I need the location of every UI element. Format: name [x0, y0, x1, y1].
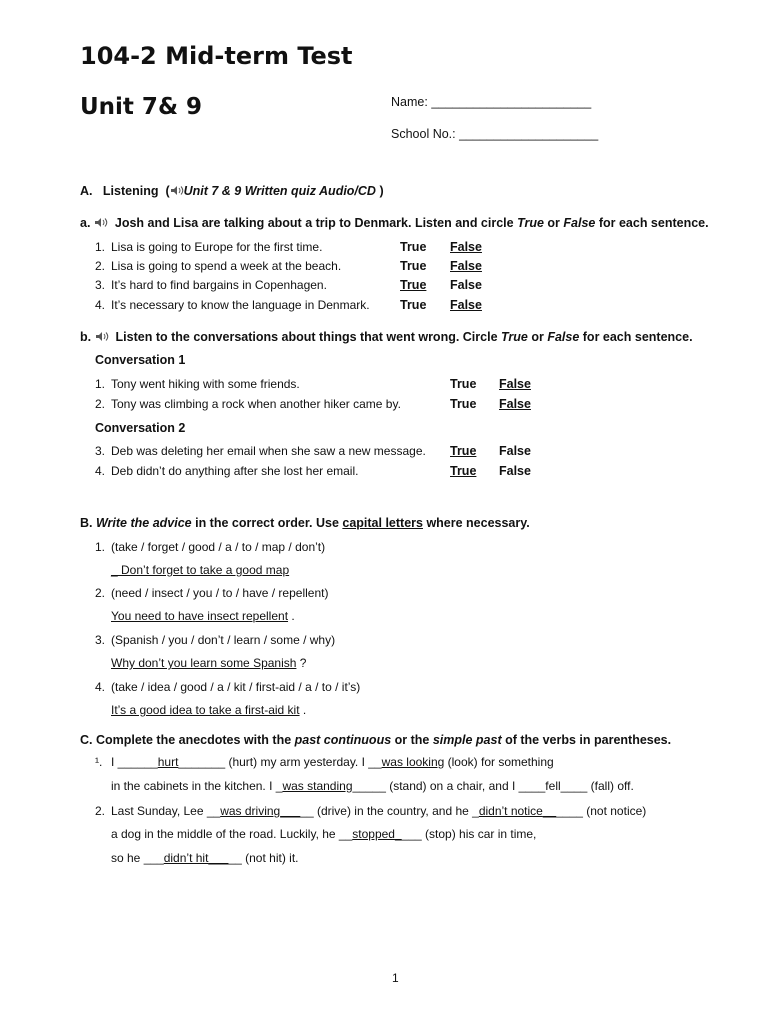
- text: _______ (hurt) my arm yesterday. I __: [178, 755, 382, 769]
- list-item: [95, 397, 401, 411]
- item-prompt: (need / insect / you / to / have / repellent): [111, 586, 329, 600]
- item-number: 4.: [95, 680, 106, 694]
- text: _: [394, 827, 402, 841]
- instruction-text: Complete the anecdotes with the: [95, 733, 295, 747]
- list-item: [95, 444, 426, 458]
- text: __ (not hit) it.: [228, 851, 299, 865]
- part-a-instruction: [80, 216, 709, 230]
- section-a-label: A.: [80, 184, 93, 198]
- answer-text: You need to have insect repellent: [111, 609, 289, 623]
- name-blank: _______________________: [431, 95, 592, 109]
- section-a-title: Listening: [102, 184, 159, 198]
- part-b-instruction: [80, 330, 693, 344]
- item-number: 3.: [95, 444, 106, 458]
- instruction-text: where necessary.: [422, 516, 530, 530]
- answer-text: stopped: [352, 827, 395, 841]
- true-option[interactable]: True: [400, 259, 427, 273]
- answer-text: Why don’t you learn some Spanish: [111, 656, 297, 670]
- text: Last Sunday, Lee __: [111, 804, 221, 818]
- item-number: 2.: [95, 397, 106, 411]
- anecdote-2-line-1: [95, 804, 646, 818]
- item-text: Tony went hiking with some friends.: [111, 377, 300, 391]
- item-text: Deb was deleting her email when she saw a new message.: [111, 444, 426, 458]
- text: (look) for something: [444, 755, 554, 769]
- instruction-text: of the verbs in parentheses.: [501, 733, 672, 747]
- list-item: [95, 540, 325, 554]
- section-c-label: C.: [80, 733, 93, 747]
- answer-text: hurt: [157, 755, 179, 769]
- instruction-text: or the: [391, 733, 433, 747]
- instruction-text: for each sentence.: [595, 216, 709, 230]
- answer-line[interactable]: [111, 656, 306, 670]
- item-number: 4.: [95, 464, 106, 478]
- name-field: [391, 95, 591, 109]
- list-item: [95, 259, 341, 273]
- instruction-true: True: [501, 330, 528, 344]
- false-option[interactable]: False: [450, 298, 482, 312]
- item-text: Lisa is going to Europe for the first time.: [111, 240, 323, 254]
- paren-open: (: [165, 184, 170, 198]
- item-text: It’s necessary to know the language in Denmark.: [111, 298, 370, 312]
- instruction-text: in the correct order. Use: [191, 516, 343, 530]
- item-prompt: (take / forget / good / a / to / map / don’t): [111, 540, 326, 554]
- answer-text: was looking: [381, 755, 445, 769]
- school-no-field: [391, 127, 598, 141]
- true-option[interactable]: True: [450, 377, 477, 391]
- answer-line[interactable]: [111, 563, 289, 577]
- instruction-false: False: [547, 330, 580, 344]
- conversation-1-heading: Conversation 1: [95, 353, 186, 367]
- false-option[interactable]: False: [450, 278, 482, 292]
- instruction-text: Listen to the conversations about things that went wrong. Circle: [115, 330, 501, 344]
- instruction-or: or: [543, 216, 564, 230]
- false-option[interactable]: False: [450, 259, 482, 273]
- school-no-blank: ____________________: [459, 127, 599, 141]
- instruction-text: for each sentence.: [579, 330, 693, 344]
- instruction-or: or: [527, 330, 548, 344]
- page-number: 1: [392, 971, 399, 985]
- text: ___: [208, 851, 229, 865]
- paren-close: ): [379, 184, 384, 198]
- text: a dog in the middle of the road. Luckily, he __: [111, 827, 353, 841]
- true-option[interactable]: True: [450, 444, 477, 458]
- false-option[interactable]: False: [499, 444, 531, 458]
- text: I ______: [111, 755, 158, 769]
- item-number: 4.: [95, 298, 106, 312]
- speaker-icon: [94, 217, 108, 228]
- answer-text: It’s a good idea to take a first-aid kit: [111, 703, 300, 717]
- list-item: [95, 633, 335, 647]
- school-no-label: School No.:: [391, 127, 456, 141]
- item-text: It’s hard to find bargains in Copenhagen.: [111, 278, 327, 292]
- answer-punct: ?: [296, 656, 307, 670]
- text: _____ (stand) on a chair, and I ____fell____ (fall) off.: [352, 779, 634, 793]
- list-item: [95, 298, 370, 312]
- list-item: [95, 377, 300, 391]
- list-item: [95, 586, 328, 600]
- answer-text: was driving: [220, 804, 281, 818]
- section-c-instruction: [80, 733, 671, 747]
- text: in the cabinets in the kitchen. I _: [111, 779, 283, 793]
- anecdote-2-line-2: [111, 827, 536, 841]
- item-number: 3.: [95, 633, 106, 647]
- item-text: Tony was climbing a rock when another hiker came by.: [111, 397, 401, 411]
- section-b-instruction: [80, 516, 530, 530]
- speaker-icon: [95, 331, 109, 342]
- item-number: 1.: [95, 540, 106, 554]
- conversation-2-heading: Conversation 2: [95, 421, 186, 435]
- instruction-italic: past continuous: [294, 733, 392, 747]
- text: __ (drive) in the country, and he _: [300, 804, 479, 818]
- text: ___ (stop) his car in time,: [401, 827, 537, 841]
- true-option[interactable]: True: [450, 397, 477, 411]
- instruction-text: Josh and Lisa are talking about a trip to Denmark. Listen and circle: [114, 216, 518, 230]
- name-label: Name:: [391, 95, 428, 109]
- anecdote-1-line-2: [111, 779, 634, 793]
- false-option[interactable]: False: [499, 397, 531, 411]
- anecdote-2-line-3: [111, 851, 298, 865]
- item-number: 1.: [95, 377, 106, 391]
- answer-line[interactable]: [111, 703, 306, 717]
- true-option[interactable]: True: [400, 298, 427, 312]
- instruction-italic: Write the advice: [95, 516, 192, 530]
- section-a-heading: [80, 184, 384, 198]
- answer-line[interactable]: [111, 609, 295, 623]
- false-option[interactable]: False: [450, 240, 482, 254]
- answer-text: didn’t notice: [478, 804, 543, 818]
- text: __: [542, 804, 557, 818]
- anecdote-1-line-1: [95, 755, 554, 769]
- list-item: [95, 464, 358, 478]
- item-text: Lisa is going to spend a week at the beach.: [111, 259, 342, 273]
- item-number: 3.: [95, 278, 106, 292]
- instruction-underlined: capital letters: [342, 516, 423, 530]
- unit-title: Unit 7& 9: [80, 94, 203, 120]
- item-prompt: (take / idea / good / a / kit / first-aid / a / to / it’s): [111, 680, 361, 694]
- item-prompt: (Spanish / you / don’t / learn / some / why): [111, 633, 336, 647]
- instruction-false: False: [563, 216, 596, 230]
- item-number: 2.: [95, 804, 106, 818]
- speaker-icon: [170, 185, 184, 196]
- list-item: [95, 240, 322, 254]
- false-option[interactable]: False: [499, 464, 531, 478]
- page-title: 104-2 Mid-term Test: [80, 42, 353, 70]
- answer-text: was standing: [282, 779, 353, 793]
- part-b-label: b.: [80, 330, 92, 344]
- false-option[interactable]: False: [499, 377, 531, 391]
- text: so he ___: [111, 851, 164, 865]
- text: ___: [280, 804, 301, 818]
- audio-source: Unit 7 & 9 Written quiz Audio/CD: [183, 184, 376, 198]
- part-a-label: a.: [80, 216, 91, 230]
- true-option[interactable]: True: [400, 240, 427, 254]
- answer-punct: .: [288, 609, 295, 623]
- answer-punct: .: [299, 703, 307, 717]
- instruction-true: True: [517, 216, 544, 230]
- item-number: 2.: [95, 259, 106, 273]
- item-number: ¹.: [95, 755, 103, 769]
- list-item: [95, 278, 327, 292]
- item-text: Deb didn’t do anything after she lost her email.: [111, 464, 359, 478]
- text: ____ (not notice): [556, 804, 647, 818]
- answer-text: _ Don’t forget to take a good map: [111, 563, 290, 577]
- answer-text: didn’t hit: [163, 851, 209, 865]
- instruction-italic: simple past: [432, 733, 502, 747]
- true-option[interactable]: True: [450, 464, 477, 478]
- section-b-label: B.: [80, 516, 93, 530]
- item-number: 2.: [95, 586, 106, 600]
- list-item: [95, 680, 360, 694]
- item-number: 1.: [95, 240, 106, 254]
- true-option[interactable]: True: [400, 278, 427, 292]
